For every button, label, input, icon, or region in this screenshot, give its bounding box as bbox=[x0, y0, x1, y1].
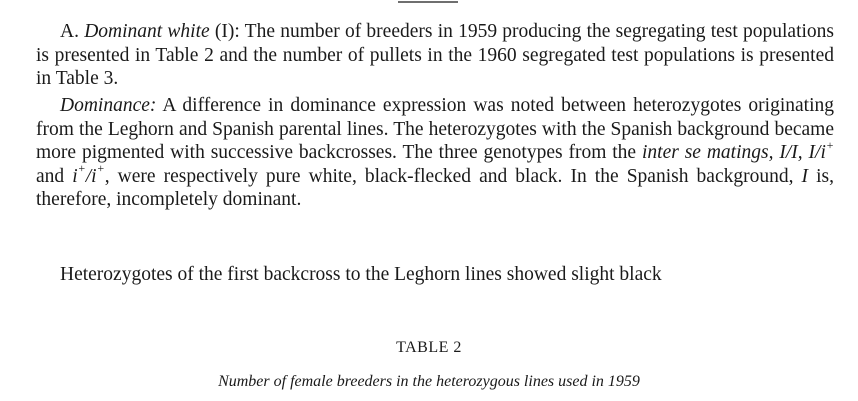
gene-symbol-i: I bbox=[801, 165, 809, 187]
conjunction: and bbox=[36, 165, 65, 187]
paragraph-text: The number of breeders in 1959 producing the segregating test populations is presented in Table 2 and the number of pullets in the 1960 segregated test populations is presented in Table 3. bbox=[36, 21, 835, 89]
table-caption: Number of female breeders in the heterozygous lines used in 1959 bbox=[218, 373, 640, 390]
gene-symbol: (I): bbox=[214, 21, 240, 42]
genotype-heterozygous: I/i+ bbox=[808, 137, 834, 163]
paragraph-text: , were respectively pure white, black-flecked and black. In the Spanish background, bbox=[104, 165, 794, 187]
paragraph-text: A difference in dominance expression was noted between heterozygotes originating from the Leghorn and Spanish parental lines. The heterozygotes with the Spanish background became more pigmented with successive backcrosses. The three genotypes from the bbox=[36, 95, 834, 163]
paragraph-dominant-white bbox=[36, 20, 834, 91]
genotype-homozygous-recessive: i+/i+ bbox=[72, 161, 105, 187]
paragraph-heading: Dominance: bbox=[60, 95, 157, 116]
paragraph-heterozygotes bbox=[36, 263, 834, 287]
genotype-homozygous-dominant: I/I, bbox=[779, 142, 803, 163]
section-label: A. bbox=[60, 21, 79, 42]
paragraph-dominance bbox=[36, 94, 834, 212]
section-title: Dominant white bbox=[84, 21, 210, 42]
cropped-header-fragment bbox=[398, 0, 458, 5]
paragraph-text: Heterozygotes of the first backcross to the Leghorn lines showed slight black bbox=[60, 264, 662, 285]
table-title: TABLE 2 bbox=[396, 339, 462, 356]
paragraph-text: is, therefore, incompletely dominant. bbox=[36, 165, 835, 210]
italic-phrase: inter se matings, bbox=[641, 142, 774, 163]
